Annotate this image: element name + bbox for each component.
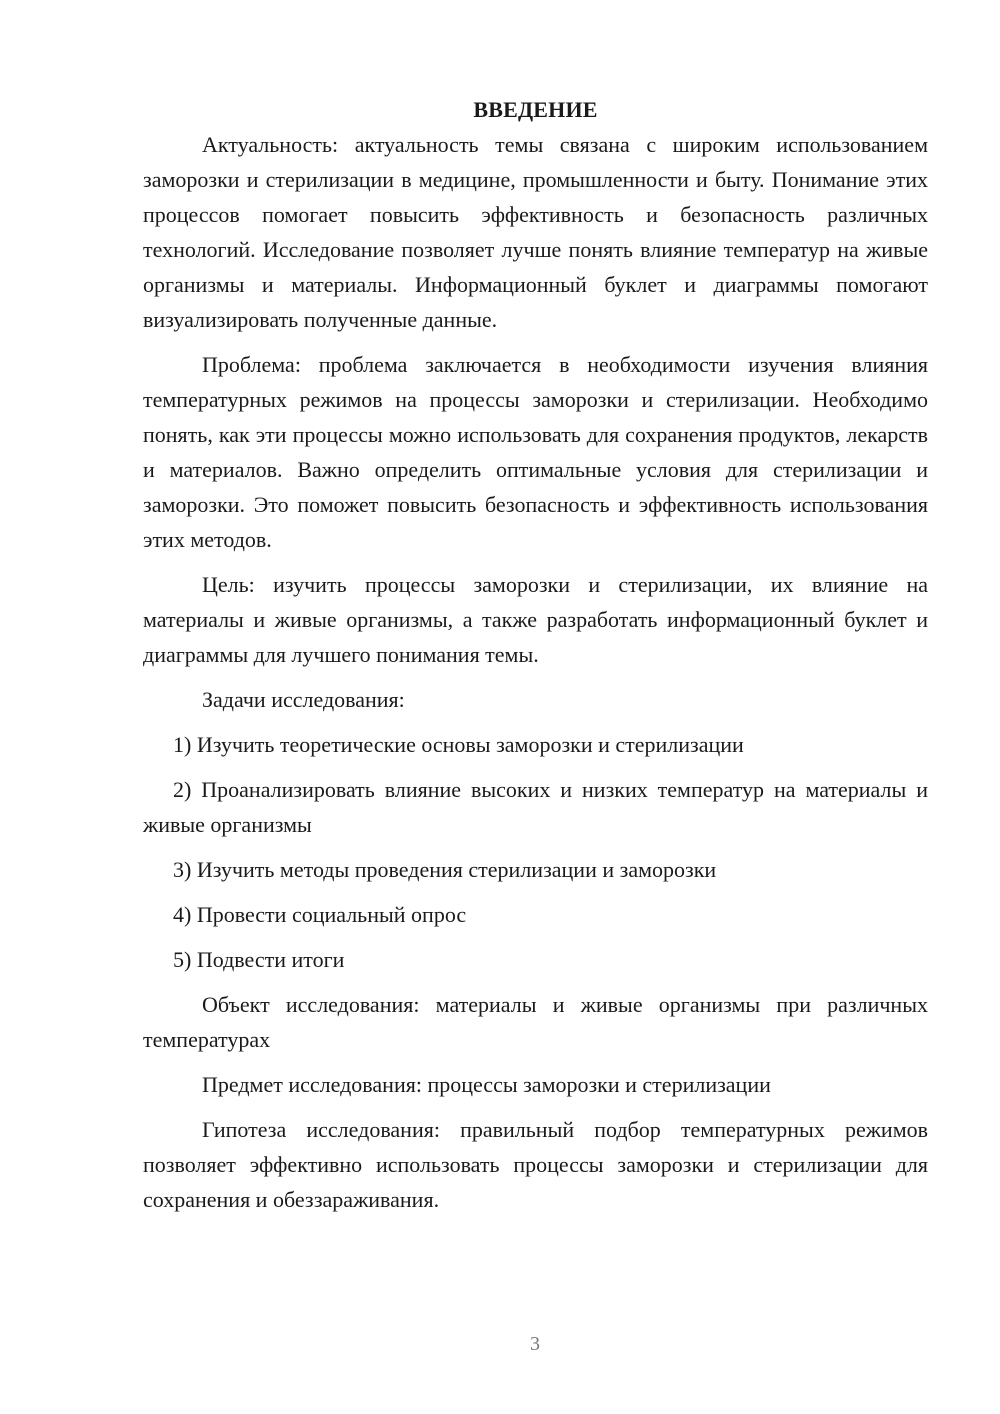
- page-number: 3: [530, 1333, 540, 1355]
- task-item: 2) Проанализировать влияние высоких и низких температур на материалы и живые организмы: [143, 777, 928, 837]
- task-item: 3) Изучить методы проведения стерилизации и заморозки: [173, 857, 717, 882]
- document-page: [143, 92, 928, 1227]
- object-paragraph: Объект исследования: материалы и живые организмы при различных температурах: [143, 992, 928, 1052]
- task-item: 1) Изучить теоретические основы заморозки и стерилизации: [173, 732, 744, 757]
- problem-paragraph: Проблема: проблема заключается в необходимости изучения влияния температурных режимов на процессы заморозки и стерилизации. Необходимо понять, как эти процессы можно использовать для сохранения продуктов, лекарств и материалов. Важно определить оптимальные условия для стерилизации и заморозки. Это поможет повысить безопасность и эффективность использования этих методов.: [143, 352, 928, 552]
- task-item: 5) Подвести итоги: [173, 947, 345, 972]
- tasks-heading: Задачи исследования:: [202, 687, 405, 712]
- subject-paragraph: Предмет исследования: процессы заморозки и стерилизации: [202, 1072, 771, 1097]
- section-title: ВВЕДЕНИЕ: [473, 97, 598, 122]
- goal-paragraph: Цель: изучить процессы заморозки и стерилизации, их влияние на материалы и живые организмы, а также разработать информационный буклет и диаграммы для лучшего понимания темы.: [143, 572, 928, 667]
- task-item: 4) Провести социальный опрос: [173, 902, 467, 927]
- relevance-paragraph: Актуальность: актуальность темы связана с широким использованием заморозки и стерилизации в медицине, промышленности и быту. Понимание этих процессов помогает повысить эффективность и безопасность различных технологий. Исследование позволяет лучше понять влияние температур на живые организмы и материалы. Информационный буклет и диаграммы помогают визуализировать полученные данные.: [143, 132, 928, 332]
- hypothesis-paragraph: Гипотеза исследования: правильный подбор температурных режимов позволяет эффективно использовать процессы заморозки и стерилизации для сохранения и обеззараживания.: [143, 1117, 928, 1212]
